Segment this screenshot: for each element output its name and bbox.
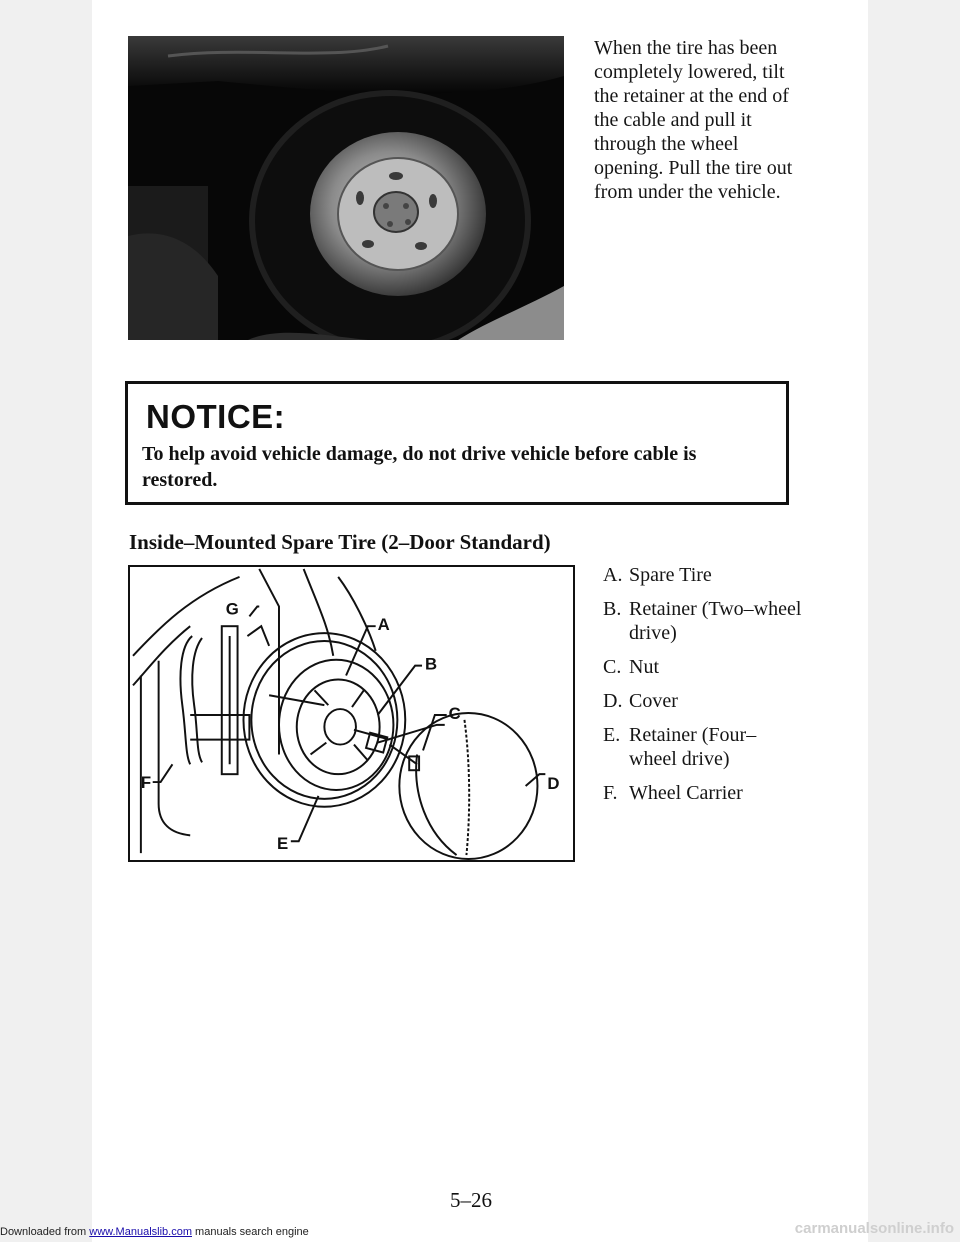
notice-body: To help avoid vehicle damage, do not drive vehicle before cable is restored.	[142, 443, 697, 491]
legend-text: Spare Tire	[629, 564, 712, 586]
legend-letter: C.	[603, 656, 622, 678]
spare-tire-diagram	[128, 565, 575, 862]
footer-prefix: Downloaded from	[0, 1226, 87, 1238]
manualslib-link[interactable]: www.Manualslib.com	[89, 1226, 192, 1238]
diagram-legend	[603, 563, 803, 815]
callout-f: F	[140, 772, 152, 792]
legend-letter: B.	[603, 598, 622, 620]
callout-g: G	[225, 599, 239, 619]
legend-item	[603, 781, 803, 805]
legend-text: Cover	[629, 690, 678, 712]
notice-box	[125, 381, 789, 505]
legend-letter: F.	[603, 782, 618, 804]
legend-letter: E.	[603, 724, 621, 746]
legend-text: Nut	[629, 656, 659, 678]
legend-text: Retainer (Four–wheel drive)	[629, 724, 757, 770]
footer-suffix: manuals search engine	[195, 1226, 309, 1238]
legend-text: Retainer (Two–wheel drive)	[629, 598, 802, 644]
intro-paragraph: When the tire has been completely lowered, tilt the retainer at the end of the cable and pull it through the wheel opening. Pull the tire out from under the vehicle.	[594, 37, 793, 203]
legend-item	[603, 723, 803, 771]
spare-tire-photo	[128, 36, 564, 340]
callout-e: E	[277, 834, 289, 854]
legend-letter: D.	[603, 690, 623, 712]
callout-b: B	[424, 654, 438, 674]
callout-d: D	[547, 773, 560, 793]
legend-item	[603, 597, 803, 645]
section-heading: Inside–Mounted Spare Tire (2–Door Standard)	[129, 530, 551, 554]
callout-a: A	[377, 615, 390, 635]
legend-text: Wheel Carrier	[629, 782, 743, 804]
callout-c: C	[448, 703, 461, 723]
download-footer	[0, 1226, 309, 1238]
notice-title: NOTICE:	[146, 398, 286, 435]
legend-letter: A.	[603, 564, 623, 586]
page-number: 5–26	[450, 1188, 492, 1212]
legend-item	[603, 655, 803, 679]
watermark: carmanualsonline.info	[794, 1220, 954, 1237]
legend-item	[603, 689, 803, 713]
legend-item	[603, 563, 803, 587]
